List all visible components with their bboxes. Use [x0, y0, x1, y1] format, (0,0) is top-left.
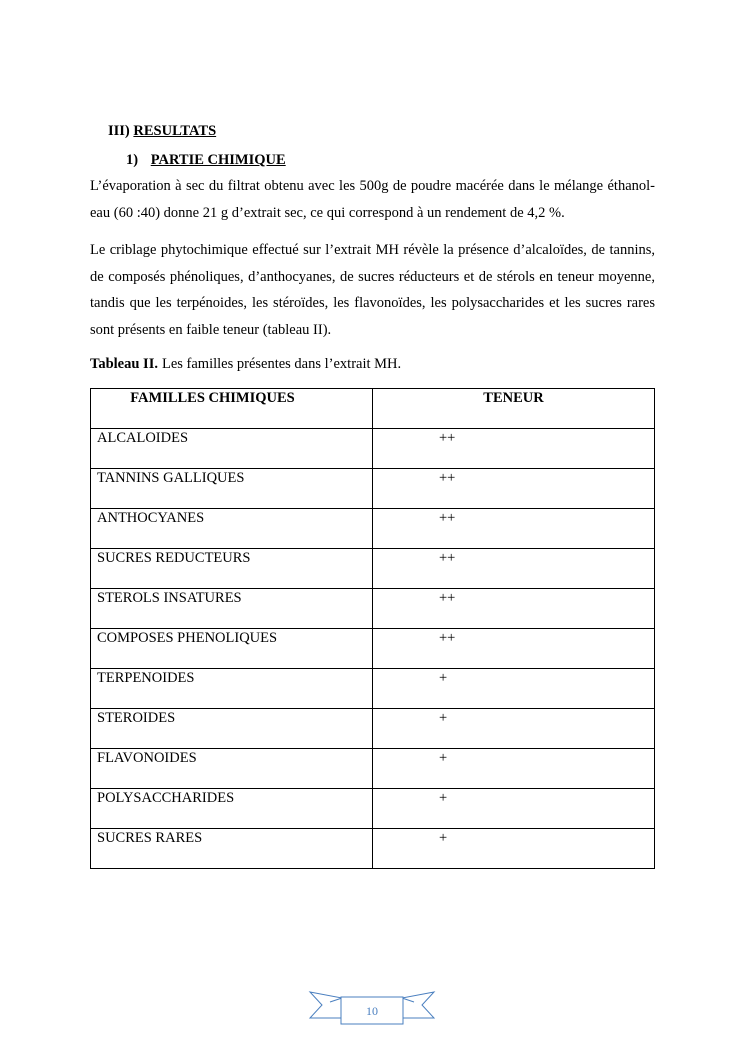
teneur-cell: ++	[373, 509, 655, 549]
teneur-cell: +	[373, 789, 655, 829]
table-row	[91, 629, 655, 669]
famille-cell: ANTHOCYANES	[91, 509, 373, 549]
subsection-heading	[126, 152, 286, 169]
teneur-cell: +	[373, 669, 655, 709]
famille-cell: STEROLS INSATURES	[91, 589, 373, 629]
famille-cell: FLAVONOIDES	[91, 749, 373, 789]
subsection-title: PARTIE CHIMIQUE	[150, 152, 286, 168]
teneur-cell: +	[373, 829, 655, 869]
table-row	[91, 669, 655, 709]
famille-cell: SUCRES RARES	[91, 829, 373, 869]
paragraph-evaporation: L’évaporation à sec du filtrat obtenu avec les 500g de poudre macérée dans le mélange éthanol-eau (60 :40) donne 21 g d’extrait sec, ce qui correspond à un rendement de 4,2 %.	[90, 178, 655, 221]
table-row	[91, 509, 655, 549]
famille-cell: POLYSACCHARIDES	[91, 789, 373, 829]
table-row	[91, 829, 655, 869]
table-row	[91, 589, 655, 629]
table-row	[91, 469, 655, 509]
teneur-cell: ++	[373, 429, 655, 469]
table-row	[91, 709, 655, 749]
table-caption-label: Tableau II.	[90, 356, 158, 372]
section-number: III)	[108, 123, 130, 139]
table-caption	[90, 356, 401, 373]
section-title: RESULTATS	[133, 123, 217, 139]
teneur-cell: ++	[373, 589, 655, 629]
teneur-cell: +	[373, 709, 655, 749]
header-familles: FAMILLES CHIMIQUES	[91, 389, 373, 429]
teneur-cell: ++	[373, 549, 655, 589]
teneur-cell: ++	[373, 469, 655, 509]
families-table	[90, 388, 655, 869]
famille-cell: TANNINS GALLIQUES	[91, 469, 373, 509]
teneur-cell: +	[373, 749, 655, 789]
table-row	[91, 429, 655, 469]
famille-cell: ALCALOIDES	[91, 429, 373, 469]
famille-cell: SUCRES REDUCTEURS	[91, 549, 373, 589]
subsection-number: 1)	[126, 152, 139, 168]
teneur-cell: ++	[373, 629, 655, 669]
table-caption-text: Les familles présentes dans l’extrait MH.	[161, 356, 402, 372]
table-row	[91, 549, 655, 589]
page-number: 10	[366, 1004, 378, 1018]
famille-cell: TERPENOIDES	[91, 669, 373, 709]
table-row	[91, 749, 655, 789]
table-row	[91, 789, 655, 829]
famille-cell: STEROIDES	[91, 709, 373, 749]
section-heading	[108, 123, 216, 140]
header-teneur: TENEUR	[373, 389, 655, 429]
paragraph-criblage: Le criblage phytochimique effectué sur l’extrait MH révèle la présence d’alcaloïdes, de tannins, de composés phénoliques, d’anthocyanes, de sucres réducteurs et de stérols en teneur moyenne, tandis que les terpénoides, les stéroïdes, les flavonoïdes, les polysaccharides et les sucres rares sont présents en faible teneur (tableau II).	[90, 242, 655, 338]
famille-cell: COMPOSES PHENOLIQUES	[91, 629, 373, 669]
table-body	[91, 429, 655, 869]
table-header-row	[91, 389, 655, 429]
